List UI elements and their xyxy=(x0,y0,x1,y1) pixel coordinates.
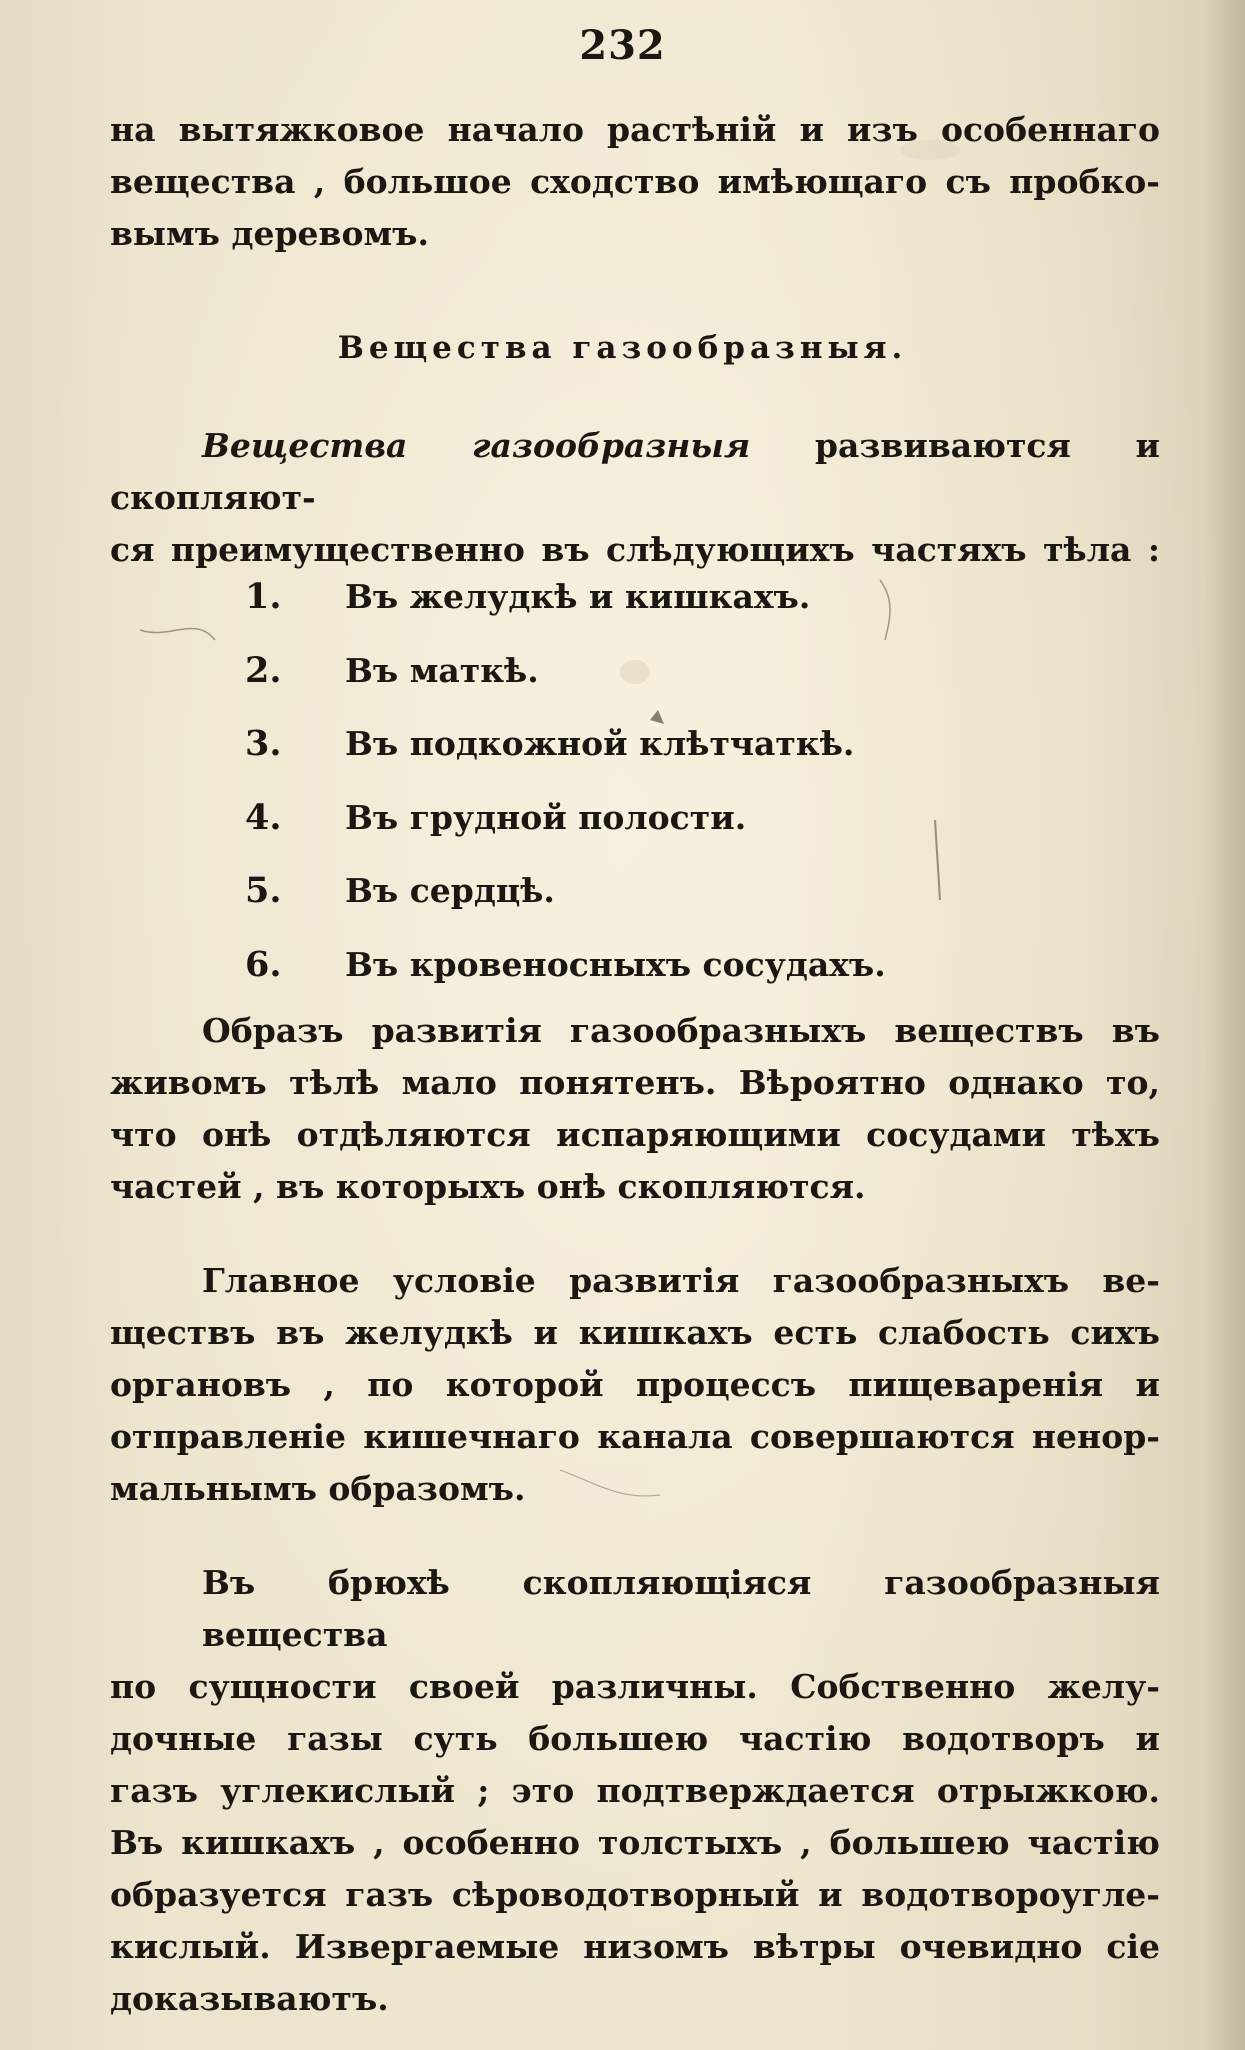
list-number: 6. xyxy=(245,943,282,985)
list-item xyxy=(245,560,886,634)
list-item xyxy=(245,928,886,1002)
paragraph-intro xyxy=(110,420,1160,576)
text-line: органовъ , по которой процессъ пищеваренія и xyxy=(110,1365,1160,1404)
list-label: Въ желудкѣ и кишкахъ. xyxy=(345,577,811,617)
section-heading: Вещества газообразныя. xyxy=(337,330,908,366)
list-label: Въ грудной полости. xyxy=(345,797,747,837)
text-line xyxy=(110,420,1160,524)
list-item xyxy=(245,634,886,708)
paragraph-condition xyxy=(110,1255,1160,1515)
list-label: Въ кровеносныхъ сосудахъ. xyxy=(345,944,886,984)
text-line: Въ брюхѣ скопляющіяся газообразныя вещества xyxy=(202,1563,1160,1654)
list-item xyxy=(245,854,886,928)
text-line: по сущности своей различны. Собственно желу- xyxy=(110,1667,1160,1706)
text-line: частей , въ которыхъ онѣ скопляются. xyxy=(110,1167,866,1206)
paragraph-formation xyxy=(110,1005,1160,1213)
list-number: 3. xyxy=(245,723,282,765)
list-label: Въ маткѣ. xyxy=(345,650,539,690)
text-line: что онѣ отдѣляются испаряющими сосудами тѣхъ xyxy=(110,1115,1160,1154)
text-line: живомъ тѣлѣ мало понятенъ. Вѣроятно однако то, xyxy=(110,1063,1160,1102)
text-line: мальнымъ образомъ. xyxy=(110,1469,526,1508)
text-line: Въ кишкахъ , особенно толстыхъ , большею частію xyxy=(110,1823,1160,1862)
list-item xyxy=(245,707,886,781)
text-line: вымъ деревомъ. xyxy=(110,214,429,253)
intro-line1-rest: развиваются и скопляют- xyxy=(110,426,1160,517)
text-line: ся преимущественно въ слѣдующихъ частяхъ тѣла : xyxy=(110,530,1160,569)
page-number: 232 xyxy=(579,22,666,69)
text-line: кислый. Извергаемые низомъ вѣтры очевидно сіе xyxy=(110,1927,1160,1966)
list-number: 1. xyxy=(245,576,282,618)
list-number: 5. xyxy=(245,870,282,912)
text-line: вещества , большое сходство имѣющаго съ пробко- xyxy=(110,162,1160,201)
organ-list xyxy=(245,560,886,1001)
list-number: 2. xyxy=(245,649,282,691)
text-line: ществъ въ желудкѣ и кишкахъ есть слабость сихъ xyxy=(110,1313,1160,1352)
text-line: газъ углекислый ; это подтверждается отрыжкою. xyxy=(110,1771,1160,1810)
text-line: отправленіе кишечнаго канала совершаются ненор- xyxy=(110,1417,1160,1456)
text-line: образуется газъ сѣроводотворный и водотвороугле- xyxy=(110,1875,1160,1914)
paragraph-top xyxy=(110,104,1160,260)
list-label: Въ сердцѣ. xyxy=(345,871,555,911)
text-line: Образъ развитія газообразныхъ веществъ въ xyxy=(202,1011,1160,1050)
text-line: доказываютъ. xyxy=(110,1979,389,2018)
list-label: Въ подкожной клѣтчаткѣ. xyxy=(345,724,855,764)
paragraph-abdomen xyxy=(110,1557,1160,2025)
text-line: на вытяжковое начало растѣній и изъ особеннаго xyxy=(110,110,1160,149)
italic-term: Вещества газообразныя xyxy=(202,426,751,465)
text-line: Главное условіе развитія газообразныхъ ве- xyxy=(202,1261,1160,1300)
list-number: 4. xyxy=(245,796,282,838)
text-line: дочные газы суть большею частію водотворъ и xyxy=(110,1719,1160,1758)
list-item xyxy=(245,781,886,855)
